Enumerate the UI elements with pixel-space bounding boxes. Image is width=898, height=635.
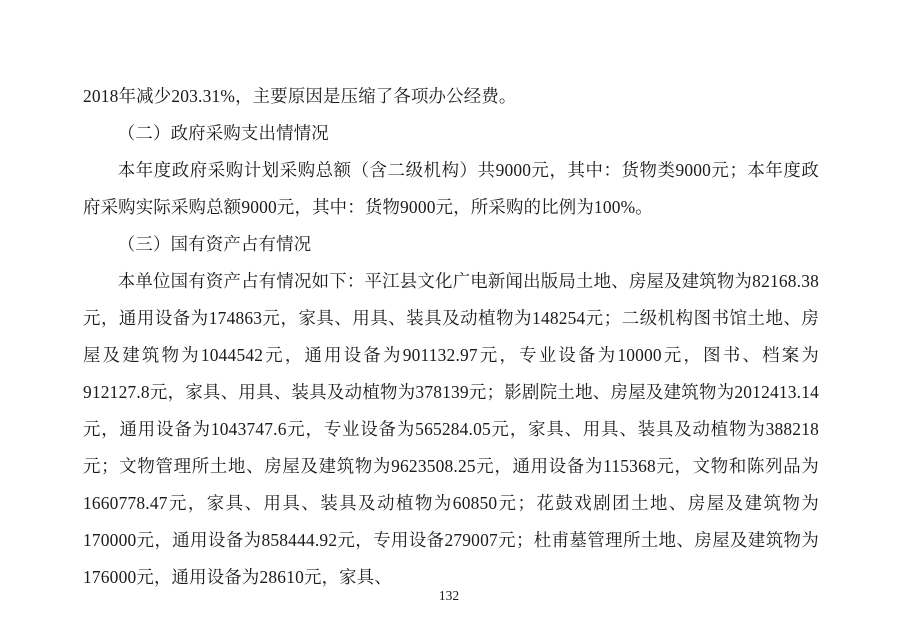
page-number: 132 [438, 588, 460, 603]
paragraph-continuation: 2018年减少203.31%，主要原因是压缩了各项办公经费。 [83, 86, 517, 106]
heading-state-assets: （三）国有资产占有情况 [117, 234, 312, 254]
page-content [83, 78, 819, 596]
paragraph-state-assets-body: 本单位国有资产占有情况如下：平江县文化广电新闻出版局土地、房屋及建筑物为82168.38元，通用设备为174863元，家具、用具、装具及动植物为148254元；二级机构图书馆土地、房屋及建筑物为1044542元，通用设备为901132.97元，专业设备为10000元，图书、档案为912127.8元，家具、用具、装具及动植物为378139元；影剧院土地、房屋及建筑物为2012413.14元，通用设备为1043747.6元，专业设备为565284.05元，家具、用具、装具及动植物为388218元；文物管理所土地、房屋及建筑物为9623508.25元，通用设备为115368元，文物和陈列品为1660778.47元，家具、用具、装具及动植物为60850元；花鼓戏剧团土地、房屋及建筑物为170000元，通用设备为858444.92元，专用设备279007元；杜甫墓管理所土地、房屋及建筑物为176000元，通用设备为28610元，家具、 [83, 271, 819, 587]
heading-procurement: （二）政府采购支出情情况 [117, 123, 329, 143]
paragraph-procurement-body: 本年度政府采购计划采购总额（含二级机构）共9000元，其中：货物类9000元；本年度政府采购实际采购总额9000元，其中：货物9000元，所采购的比例为100%。 [83, 160, 819, 217]
